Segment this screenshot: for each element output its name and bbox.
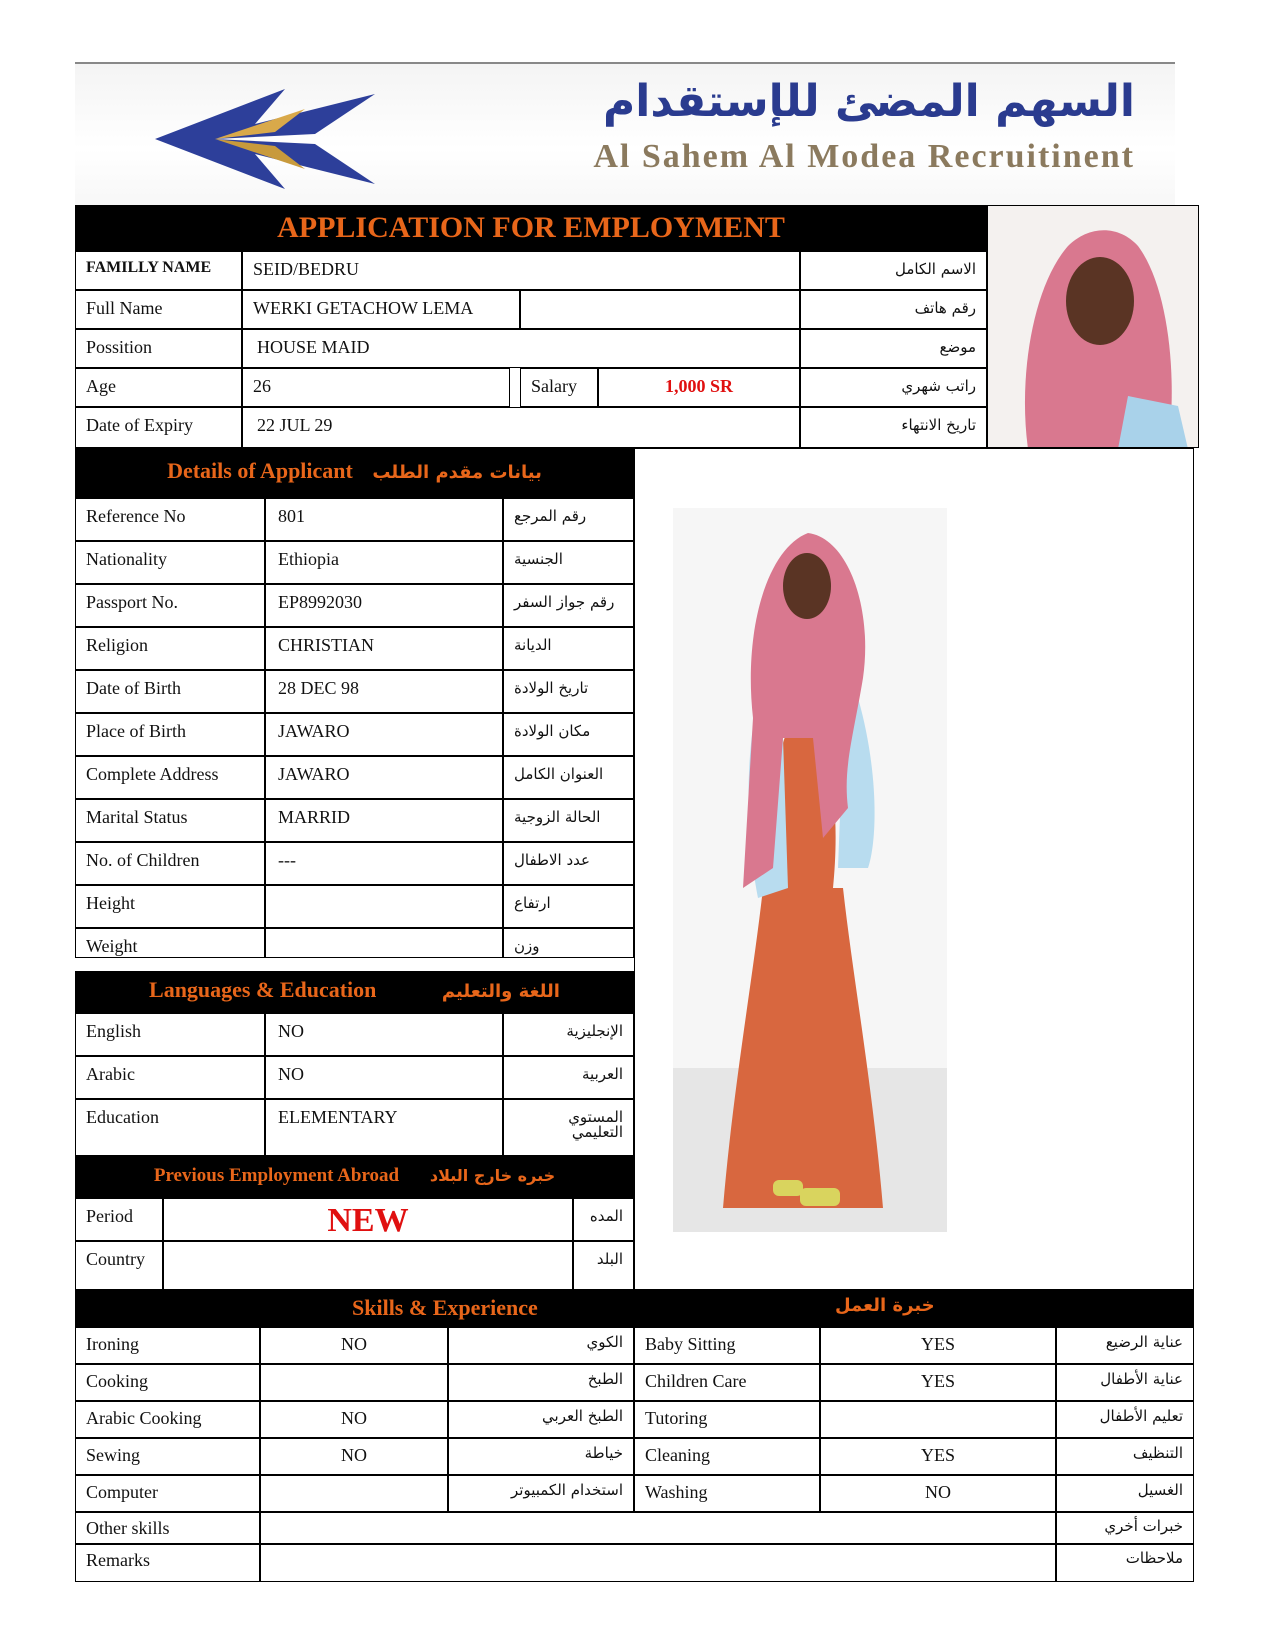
company-name-english: Al Sahem Al Modea Recruitinent bbox=[593, 138, 1135, 175]
skill-right-value: YES bbox=[820, 1364, 1056, 1401]
skill-left-value: NO bbox=[260, 1401, 448, 1438]
language-row-value: NO bbox=[265, 1056, 503, 1099]
details-row-value: Ethiopia bbox=[265, 541, 503, 584]
details-row-arabic: مكان الولادة bbox=[503, 713, 634, 756]
language-row-value: ELEMENTARY bbox=[265, 1099, 503, 1156]
applicant-full-photo bbox=[673, 508, 947, 1232]
skills-header bbox=[75, 1290, 1194, 1327]
language-row-arabic: الإنجليزية bbox=[503, 1013, 634, 1056]
details-row-arabic: عدد الاطفال bbox=[503, 842, 634, 885]
company-name-arabic: السهم المضئ للإستقدام bbox=[603, 76, 1135, 127]
skill-left-value: NO bbox=[260, 1327, 448, 1364]
period-label: Period bbox=[75, 1198, 163, 1241]
expiry-value: 22 JUL 29 bbox=[242, 407, 800, 448]
language-row-label: Education bbox=[75, 1099, 265, 1156]
details-heading-english: Details of Applicant bbox=[167, 458, 353, 483]
skill-right-arabic: التنظيف bbox=[1056, 1438, 1194, 1475]
country-arabic: البلد bbox=[573, 1241, 634, 1290]
details-row-value bbox=[265, 885, 503, 928]
skill-right-value: YES bbox=[820, 1327, 1056, 1364]
skills-heading-english: Skills & Experience bbox=[352, 1295, 538, 1320]
skill-left-label: Sewing bbox=[75, 1438, 260, 1475]
skill-right-label: Children Care bbox=[634, 1364, 820, 1401]
country-label: Country bbox=[75, 1241, 163, 1290]
skill-right-value bbox=[820, 1401, 1056, 1438]
other-skills-label: Other skills bbox=[75, 1512, 260, 1544]
details-row-label: Complete Address bbox=[75, 756, 265, 799]
details-heading-arabic: بيانات مقدم الطلب bbox=[372, 462, 542, 483]
details-row-label: Religion bbox=[75, 627, 265, 670]
previous-heading-arabic: خبره خارج البلاد bbox=[429, 1166, 556, 1185]
details-row-arabic: تاريخ الولادة bbox=[503, 670, 634, 713]
details-row-arabic: الديانة bbox=[503, 627, 634, 670]
family-name-arabic: الاسم الكامل bbox=[800, 251, 987, 290]
details-row-value: JAWARO bbox=[265, 713, 503, 756]
skill-right-arabic: عناية الأطفال bbox=[1056, 1364, 1194, 1401]
salary-arabic: راتب شهري bbox=[800, 368, 987, 407]
expiry-arabic: تاريخ الانتهاء bbox=[800, 407, 987, 448]
skill-left-arabic: الطبخ العربي bbox=[448, 1401, 634, 1438]
remarks-arabic: ملاحظات bbox=[1056, 1544, 1194, 1582]
details-row-label: Reference No bbox=[75, 498, 265, 541]
language-row-label: Arabic bbox=[75, 1056, 265, 1099]
details-row-arabic: وزن bbox=[503, 928, 634, 958]
details-row-value: CHRISTIAN bbox=[265, 627, 503, 670]
skill-left-arabic: خياطة bbox=[448, 1438, 634, 1475]
details-row-label: Place of Birth bbox=[75, 713, 265, 756]
skill-right-arabic: عناية الرضيع bbox=[1056, 1327, 1194, 1364]
skill-left-label: Computer bbox=[75, 1475, 260, 1512]
details-row-arabic: الحالة الزوجية bbox=[503, 799, 634, 842]
details-row-value: --- bbox=[265, 842, 503, 885]
remarks-value bbox=[260, 1544, 1056, 1582]
expiry-label: Date of Expiry bbox=[75, 407, 242, 448]
arrow-logo-icon bbox=[155, 84, 385, 194]
country-value bbox=[163, 1241, 573, 1290]
position-arabic: موضع bbox=[800, 329, 987, 368]
skill-left-label: Cooking bbox=[75, 1364, 260, 1401]
skill-left-label: Ironing bbox=[75, 1327, 260, 1364]
salary-value: 1,000 SR bbox=[598, 368, 800, 407]
skill-right-arabic: تعليم الأطفال bbox=[1056, 1401, 1194, 1438]
skill-right-label: Cleaning bbox=[634, 1438, 820, 1475]
details-row-value: MARRID bbox=[265, 799, 503, 842]
details-row-value bbox=[265, 928, 503, 958]
skill-right-label: Washing bbox=[634, 1475, 820, 1512]
remarks-label: Remarks bbox=[75, 1544, 260, 1582]
language-row-arabic: المستوي التعليمي bbox=[503, 1099, 634, 1156]
previous-employment-header bbox=[75, 1156, 634, 1198]
skills-heading-arabic: خبرة العمل bbox=[835, 1295, 935, 1316]
salary-label: Salary bbox=[520, 368, 598, 407]
full-name-empty-cell bbox=[520, 290, 800, 329]
applicant-portrait-photo bbox=[987, 205, 1199, 448]
other-skills-value bbox=[260, 1512, 1056, 1544]
details-row-arabic: رقم المرجع bbox=[503, 498, 634, 541]
full-name-arabic: رقم هاتف bbox=[800, 290, 987, 329]
age-value: 26 bbox=[242, 368, 510, 407]
full-name-value: WERKI GETACHOW LEMA bbox=[242, 290, 520, 329]
family-name-label: FAMILLY NAME bbox=[75, 251, 242, 290]
languages-heading-english: Languages & Education bbox=[149, 977, 377, 1002]
languages-header bbox=[75, 971, 634, 1013]
age-label: Age bbox=[75, 368, 242, 407]
skill-right-arabic: الغسيل bbox=[1056, 1475, 1194, 1512]
skill-right-label: Baby Sitting bbox=[634, 1327, 820, 1364]
full-name-label: Full Name bbox=[75, 290, 242, 329]
details-header bbox=[75, 448, 634, 498]
family-name-value: SEID/BEDRU bbox=[242, 251, 800, 290]
details-row-label: Height bbox=[75, 885, 265, 928]
details-row-value: 801 bbox=[265, 498, 503, 541]
period-arabic: المده bbox=[573, 1198, 634, 1241]
position-label: Possition bbox=[75, 329, 242, 368]
position-value: HOUSE MAID bbox=[242, 329, 800, 368]
details-row-arabic: ارتفاع bbox=[503, 885, 634, 928]
languages-heading-arabic: اللغة والتعليم bbox=[441, 981, 560, 1002]
details-row-value: EP8992030 bbox=[265, 584, 503, 627]
details-row-label: Passport No. bbox=[75, 584, 265, 627]
other-skills-arabic: خبرات أخري bbox=[1056, 1512, 1194, 1544]
details-row-arabic: رقم جواز السفر bbox=[503, 584, 634, 627]
form-title: APPLICATION FOR EMPLOYMENT bbox=[75, 205, 987, 251]
skill-left-label: Arabic Cooking bbox=[75, 1401, 260, 1438]
period-value: NEW bbox=[163, 1198, 573, 1241]
skill-left-value bbox=[260, 1475, 448, 1512]
details-row-arabic: الجنسية bbox=[503, 541, 634, 584]
skill-right-value: YES bbox=[820, 1438, 1056, 1475]
skill-left-arabic: استخدام الكمبيوتر bbox=[448, 1475, 634, 1512]
details-row-value: 28 DEC 98 bbox=[265, 670, 503, 713]
previous-heading-english: Previous Employment Abroad bbox=[153, 1165, 400, 1186]
skill-left-value bbox=[260, 1364, 448, 1401]
language-row-arabic: العربية bbox=[503, 1056, 634, 1099]
language-row-label: English bbox=[75, 1013, 265, 1056]
language-row-value: NO bbox=[265, 1013, 503, 1056]
details-row-label: Marital Status bbox=[75, 799, 265, 842]
details-row-arabic: العنوان الكامل bbox=[503, 756, 634, 799]
company-banner bbox=[75, 62, 1175, 206]
details-row-label: No. of Children bbox=[75, 842, 265, 885]
details-row-value: JAWARO bbox=[265, 756, 503, 799]
details-row-label: Nationality bbox=[75, 541, 265, 584]
details-row-label: Weight bbox=[75, 928, 265, 958]
skill-right-label: Tutoring bbox=[634, 1401, 820, 1438]
skill-left-arabic: الطبخ bbox=[448, 1364, 634, 1401]
skill-left-arabic: الكوي bbox=[448, 1327, 634, 1364]
skill-left-value: NO bbox=[260, 1438, 448, 1475]
skill-right-value: NO bbox=[820, 1475, 1056, 1512]
details-row-label: Date of Birth bbox=[75, 670, 265, 713]
